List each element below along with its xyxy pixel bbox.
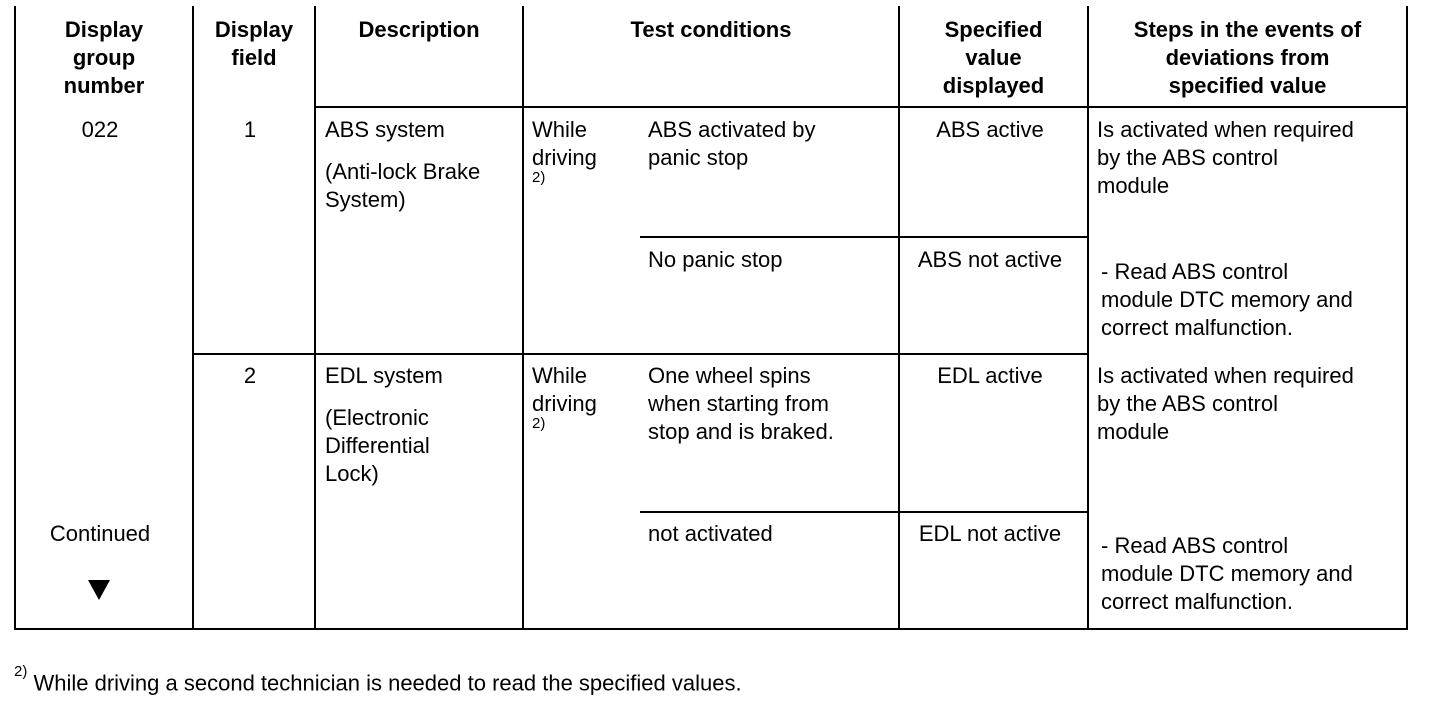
header-description: Description <box>358 17 480 42</box>
table-border-right <box>1406 6 1408 630</box>
footnote-text: While driving a second technician is needed to read the specified values. <box>33 670 742 696</box>
footnote-marker: 2) <box>14 663 28 680</box>
row2-condition-when: While driving $^{2)}$ <box>532 363 597 432</box>
row1-sub1-condition: ABS activated by panic stop <box>648 117 816 170</box>
row2-steps-bottom: - Read ABS control module DTC memory and correct malfunction. <box>1101 533 1353 614</box>
sub-row-divider-1 <box>640 236 1089 238</box>
header-bottom-line <box>314 106 1408 108</box>
row2-sub2-condition: not activated <box>648 521 773 546</box>
row1-description: ABS system (Anti-lock Brake System) <box>325 117 481 212</box>
footnote <box>14 664 742 697</box>
row1-sub1-value: ABS active <box>936 117 1044 142</box>
row2-sub2-value: EDL not active <box>918 521 1062 546</box>
col-divider-3 <box>522 6 524 630</box>
col-divider-2 <box>314 6 316 630</box>
row1-footnote-ref: 2) <box>532 169 546 186</box>
row2-sub1-condition: One wheel spins when starting from stop and is braked. <box>648 363 834 444</box>
header-steps: Steps in the events of deviations from specified value <box>1133 17 1362 98</box>
col-divider-1 <box>192 6 194 630</box>
row2-sub1-value: EDL active <box>937 363 1043 388</box>
header-display-field: Display field <box>214 17 294 70</box>
table-border-bottom <box>14 628 1408 630</box>
header-specified-value: Specified value displayed <box>942 17 1045 98</box>
row1-sub2-condition: No panic stop <box>648 247 783 272</box>
row1-display-field: 1 <box>243 117 257 142</box>
row1-condition-when: While driving $^{2)}$ <box>532 117 597 186</box>
continued-label: Continued <box>49 521 151 546</box>
row1-steps-bottom: - Read ABS control module DTC memory and correct malfunction. <box>1101 259 1353 340</box>
header-group-number: Display group number <box>63 17 145 98</box>
row-divider-1 <box>192 353 1089 355</box>
header-test-conditions: Test conditions <box>630 17 792 42</box>
continued-arrow-icon <box>88 580 110 600</box>
row2-display-field: 2 <box>243 363 257 388</box>
row2-footnote-ref: 2) <box>532 415 546 432</box>
row1-sub2-value: ABS not active <box>917 247 1063 272</box>
sub-row-divider-2 <box>640 511 1089 513</box>
row1-steps-top: Is activated when required by the ABS control module <box>1097 117 1354 198</box>
group-number: 022 <box>81 117 119 142</box>
row2-description: EDL system (Electronic Differential Lock) <box>325 363 443 486</box>
row2-steps-top: Is activated when required by the ABS control module <box>1097 363 1354 444</box>
